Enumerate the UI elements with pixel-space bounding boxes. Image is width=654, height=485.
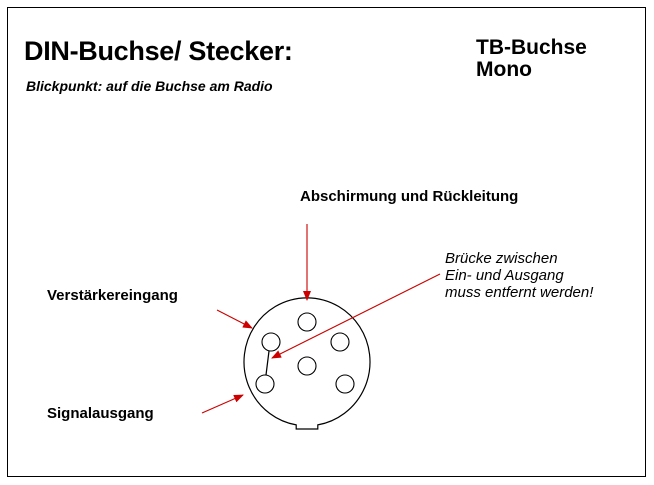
socket-type-line-2: Mono [476,58,532,81]
signal-output-label: Signalausgang [47,405,154,422]
socket-type-line-1: TB-Buchse [476,36,587,59]
amp-input-label: Verstärkereingang [47,287,178,304]
page-subtitle: Blickpunkt: auf die Buchse am Radio [26,78,273,94]
bridge-note-line-2: Ein- und Ausgang [445,267,564,284]
bridge-wire [266,351,269,375]
amp-input-arrow [217,310,252,328]
page-title: DIN-Buchse/ Stecker: [24,36,293,66]
bridge-note-line-3: muss entfernt werden! [445,284,594,301]
pin-upper-right [331,333,349,351]
pin-lower-right [336,375,354,393]
bridge-note-arrow [272,274,440,358]
pin-upper-left [262,333,280,351]
bridge-note-line-1: Brücke zwischen [445,250,558,267]
shield-label: Abschirmung und Rückleitung [300,188,519,205]
pin-top [298,313,316,331]
pin-lower-left [256,375,274,393]
socket-outline [244,298,370,429]
signal-output-arrow [202,395,243,413]
pin-center [298,357,316,375]
